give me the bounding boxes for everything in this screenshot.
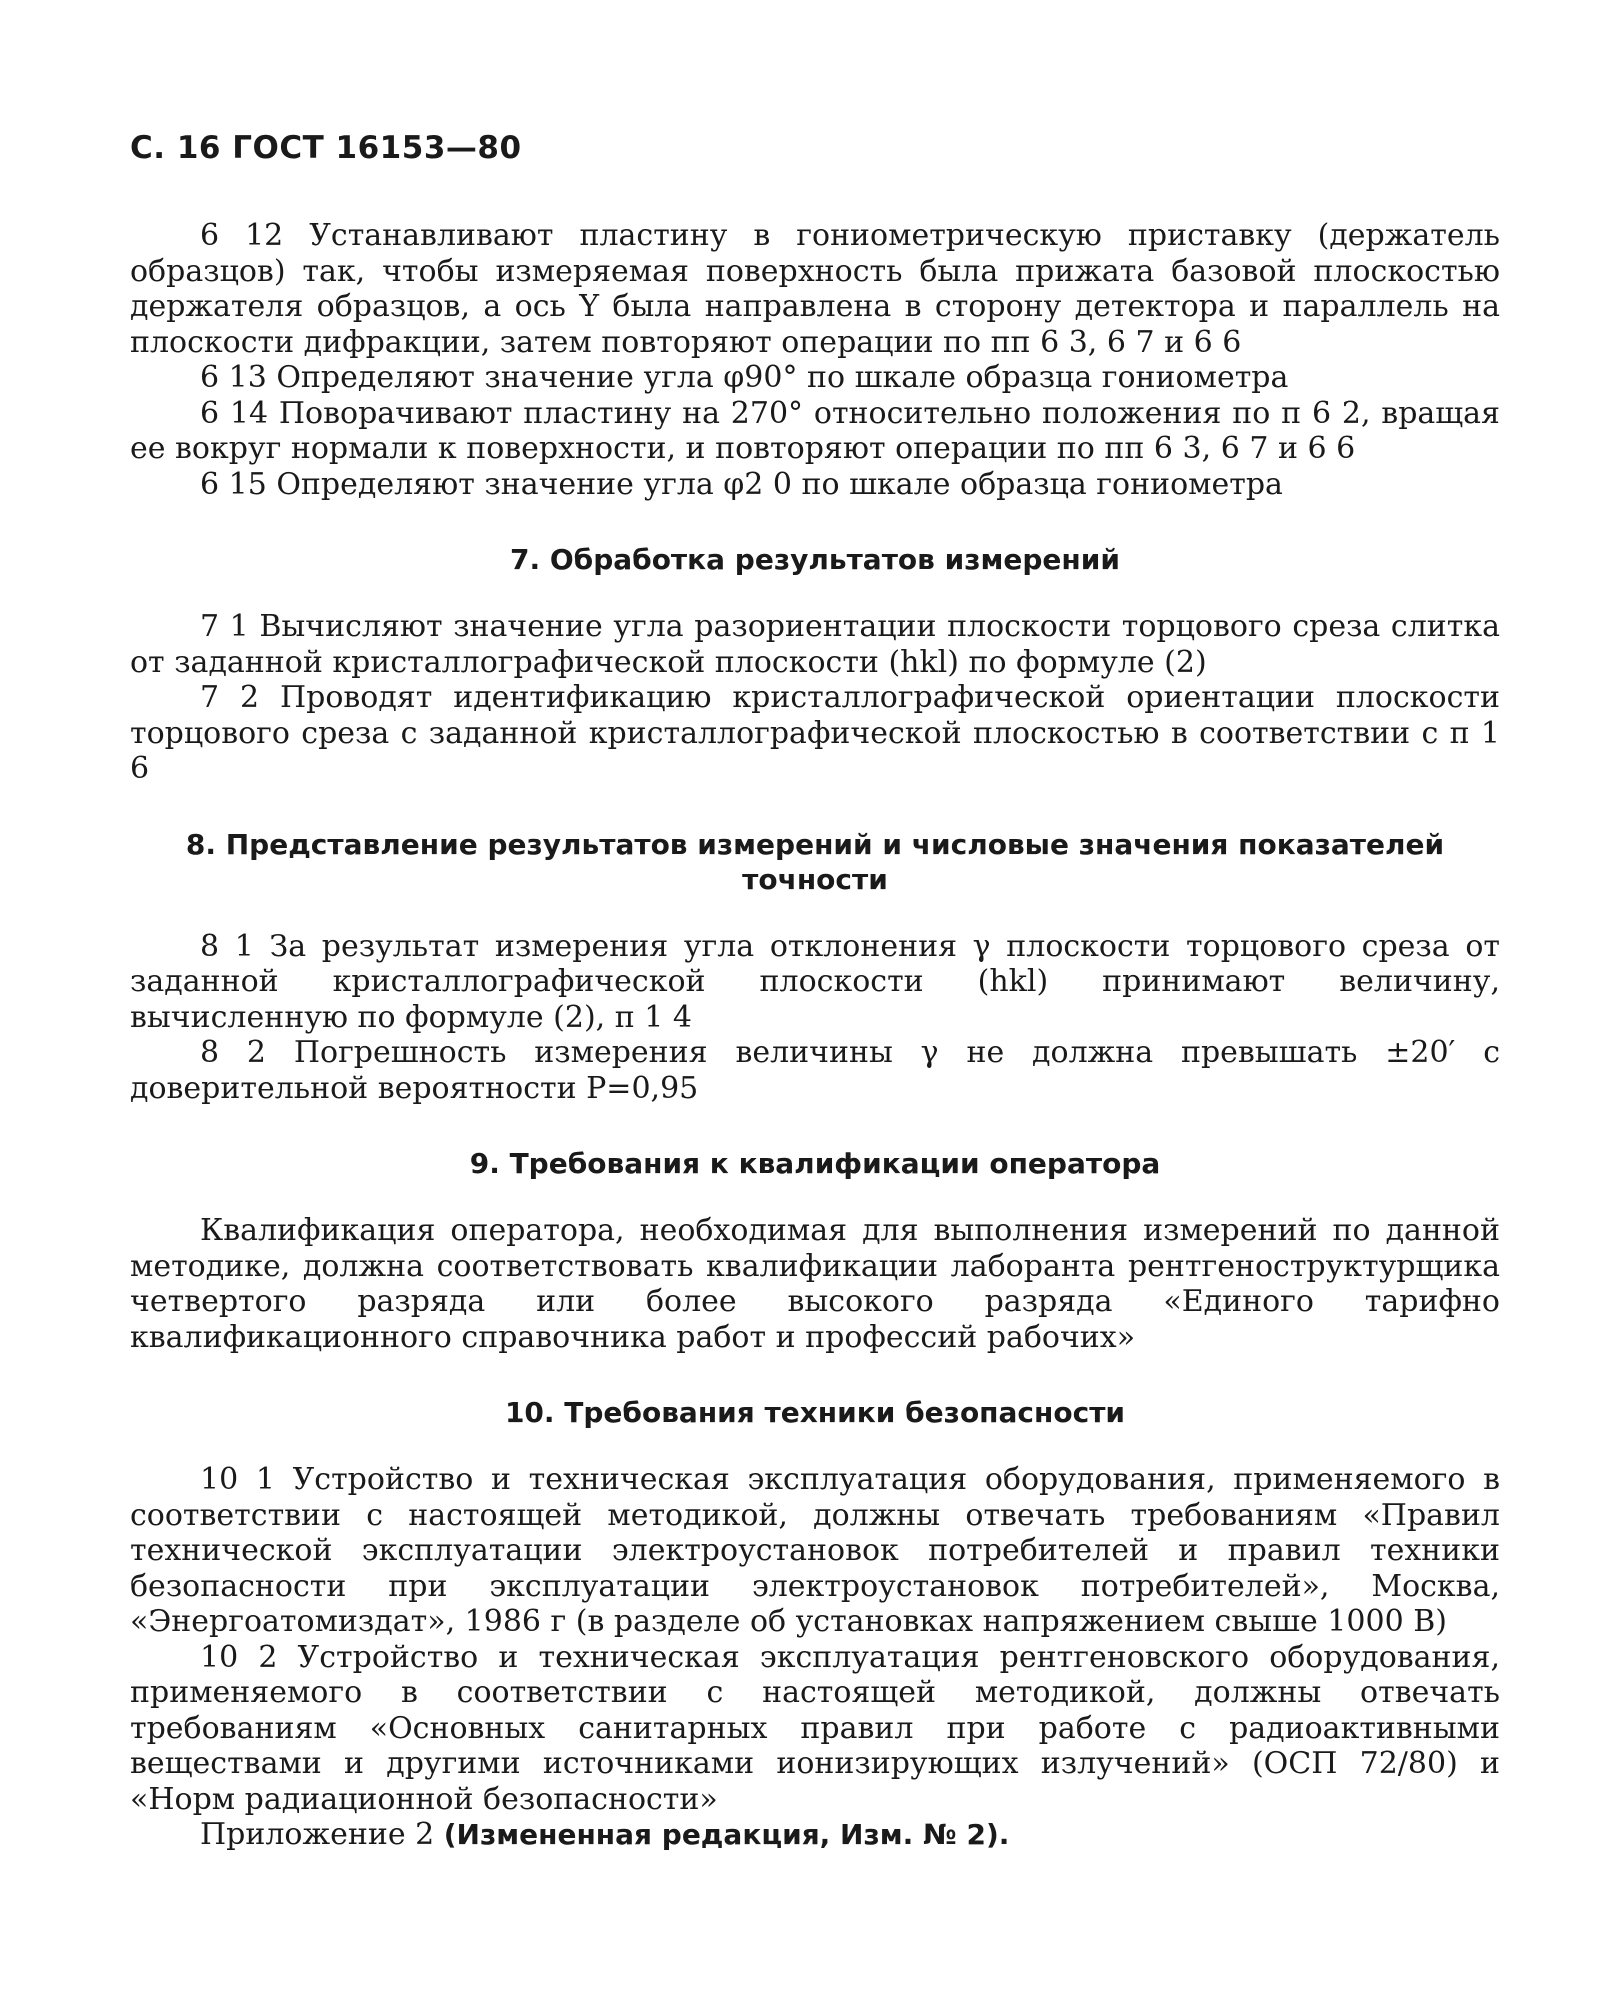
- section-10-title: 10. Требования техники безопасности: [504, 1396, 1126, 1429]
- page-header: С. 16 ГОСТ 16153—80: [130, 130, 522, 166]
- paragraph-8-2: 8 2 Погрешность измерения величины γ не должна превышать ±20′ с доверительной вероятности P=0,95: [130, 1035, 1500, 1106]
- paragraph-10-1: 10 1 Устройство и техническая эксплуатация оборудования, применяемого в соответствии с настоящей методикой, должны отвечать требованиям «Правил технической эксплуатации электроустановок потребителей и правил техники безопасности при эксплуатации электроустановок потребителей», Москва, «Энергоатомиздат», 1986 г (в разделе об установках напряжением свыше 1000 В): [130, 1462, 1500, 1639]
- footer-note-prefix: Приложение 2: [200, 1817, 435, 1852]
- paragraph-7-1: 7 1 Вычисляют значение угла разориентации плоскости торцового среза слитка от заданной кристаллографической плоскости (hkl) по формуле (2): [130, 609, 1500, 680]
- footer-note: [130, 1817, 1500, 1853]
- section-9-title: 9. Требования к квалификации оператора: [469, 1147, 1161, 1180]
- paragraph-6-14: 6 14 Поворачивают пластину на 270° относительно положения по п 6 2, вращая ее вокруг нормали к поверхности, и повторяют операции по пп 6 3, 6 7 и 6 6: [130, 395, 1500, 466]
- paragraph-8-1: 8 1 За результат измерения угла отклонения γ плоскости торцового среза от заданной кристаллографической плоскости (hkl) принимают величину, вычисленную по формуле (2), п 1 4: [130, 928, 1500, 1035]
- paragraph-6-15: 6 15 Определяют значение угла φ2 0 по шкале образца гониометра: [200, 466, 1283, 502]
- document-page: [130, 130, 1500, 1853]
- paragraph-9: Квалификация оператора, необходимая для выполнения измерений по данной методике, должна соответствовать квалификации лаборанта рентгеноструктурщика четвертого разряда или более высокого разряда «Единого тарифно квалификационного справочника работ и профессий рабочих»: [130, 1213, 1500, 1355]
- paragraph-10-2: 10 2 Устройство и техническая эксплуатация рентгеновского оборудования, применяемого в соответствии с настоящей методикой, должны отвечать требованиям «Основных санитарных правил при работе с радиоактивными веществами и другими источниками ионизирующих излучений» (ОСП 72/80) и «Норм радиационной безопасности»: [130, 1639, 1500, 1817]
- paragraph-6-12: 6 12 Устанавливают пластину в гониометрическую приставку (держатель образцов) так, чтобы измеряемая поверхность была прижата базовой плоскостью держателя образцов, а ось Y была направлена в сторону детектора и параллель на плоскости дифракции, затем повторяют операции по пп 6 3, 6 7 и 6 6: [130, 218, 1500, 360]
- footer-note-bold: (Измененная редакция, Изм. № 2).: [443, 1818, 1010, 1851]
- paragraph-7-2: 7 2 Проводят идентификацию кристаллографической ориентации плоскости торцового среза с заданной кристаллографической плоскостью в соответствии с п 1 6: [130, 680, 1500, 786]
- section-8-title: 8. Представление результатов измерений и числовые значения показателей точности: [185, 827, 1445, 896]
- paragraph-6-13: 6 13 Определяют значение угла φ90° по шкале образца гониометра: [200, 360, 1289, 395]
- section-7-title: 7. Обработка результатов измерений: [509, 543, 1121, 576]
